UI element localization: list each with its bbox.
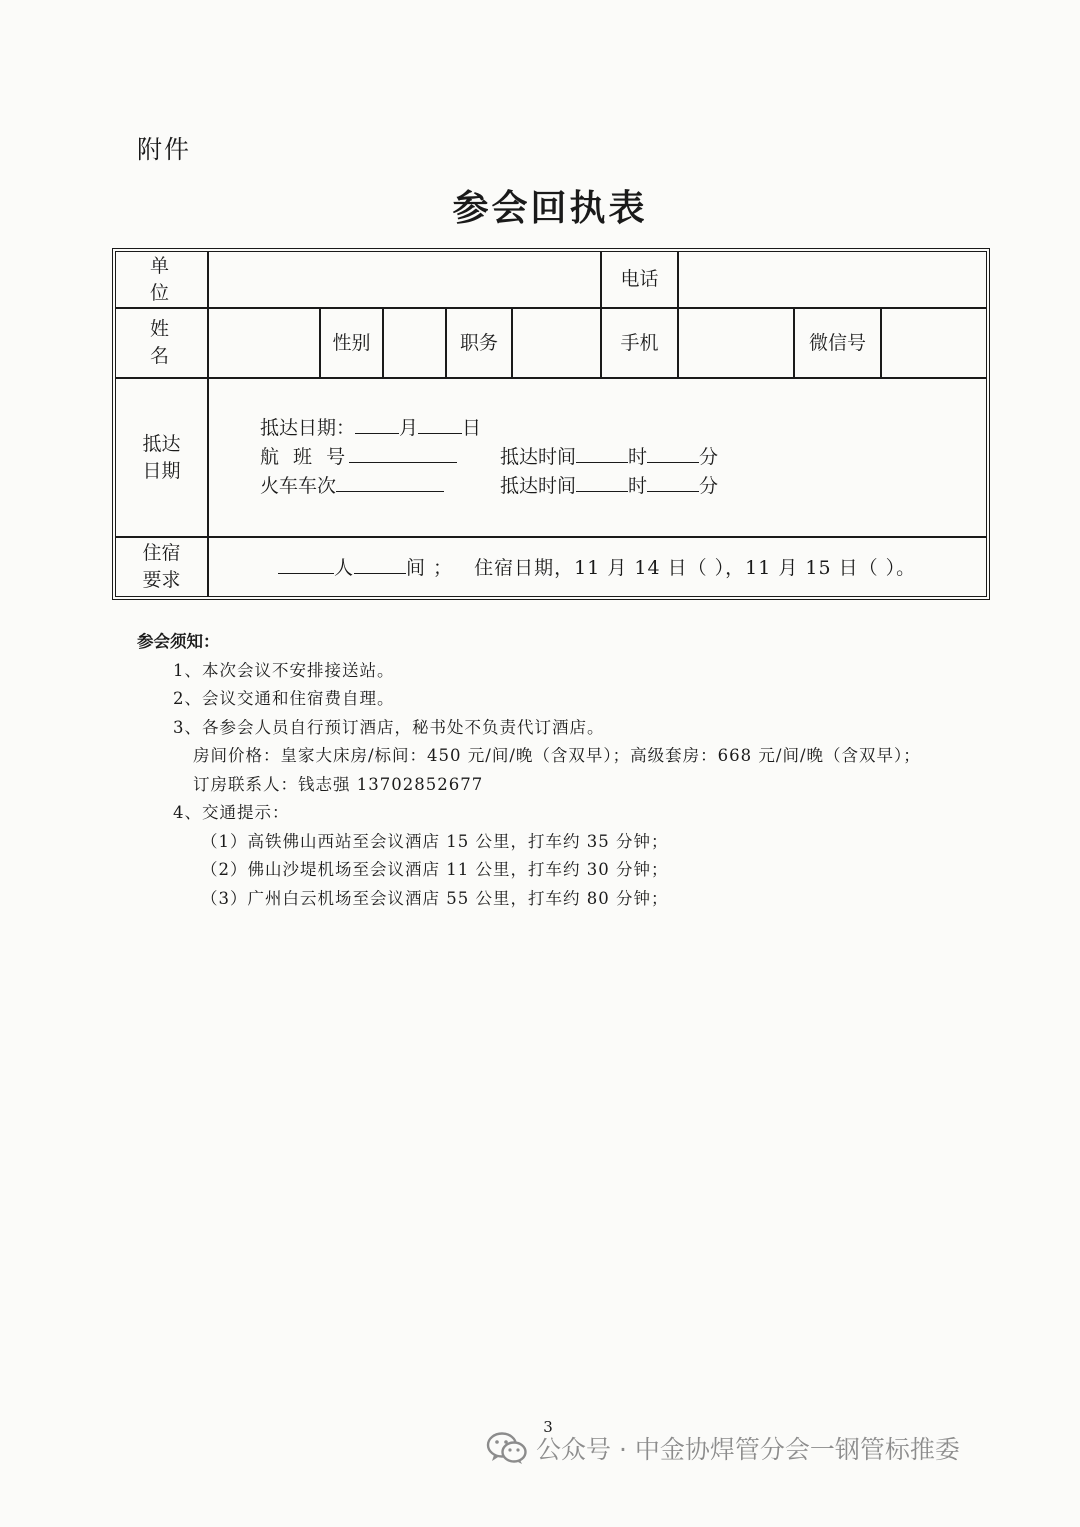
notice-item: 1、本次会议不安排接送站。 bbox=[173, 660, 395, 680]
traffic-title: 4、交通提示： bbox=[173, 803, 290, 822]
flight-hour-label: 时 bbox=[628, 446, 648, 468]
wechat-label: 微信号 bbox=[808, 331, 866, 354]
day-blank[interactable] bbox=[418, 414, 462, 434]
arrival-date-row bbox=[260, 414, 481, 443]
room-price: 房间价格：皇家大床房/标间：450 元/间/晚（含双早）；高级套房：668 元/间/晚（含双早）； bbox=[193, 746, 921, 765]
unit-field[interactable] bbox=[209, 252, 599, 307]
month-blank[interactable] bbox=[355, 414, 399, 434]
person-label: 人 bbox=[334, 557, 355, 579]
flight-hour-blank[interactable] bbox=[576, 443, 628, 463]
phone-field[interactable] bbox=[679, 252, 984, 307]
receipt-form bbox=[112, 248, 990, 600]
train-row bbox=[260, 472, 719, 501]
flight-label: 航 班 号 bbox=[260, 446, 350, 468]
traffic-item: （1）高铁佛山西站至会议酒店 15 公里，打车约 35 分钟； bbox=[201, 831, 669, 851]
flight-arrive-time-label: 抵达时间 bbox=[500, 446, 577, 468]
month-label: 月 bbox=[399, 417, 419, 439]
booking-contact: 订房联系人：钱志强 13702852677 bbox=[193, 774, 484, 794]
notice-section bbox=[137, 628, 921, 913]
train-minute-blank[interactable] bbox=[647, 472, 699, 492]
phone-label: 电话 bbox=[620, 268, 659, 290]
name-label: 姓名 bbox=[149, 318, 191, 367]
gender-field[interactable] bbox=[384, 309, 445, 377]
person-blank[interactable] bbox=[278, 554, 334, 574]
flight-row bbox=[260, 443, 719, 472]
train-minute-label: 分 bbox=[699, 475, 719, 497]
traffic-item: （3）广州白云机场至会议酒店 55 公里，打车约 80 分钟； bbox=[201, 888, 669, 908]
arrival-date-prefix: 抵达日期： bbox=[260, 417, 356, 439]
room-label: 间 ； bbox=[406, 557, 454, 579]
traffic-item: （2）佛山沙堤机场至会议酒店 11 公里，打车约 30 分钟； bbox=[201, 860, 669, 879]
mobile-label: 手机 bbox=[620, 331, 659, 354]
room-blank[interactable] bbox=[354, 554, 406, 574]
notice-item: 2、会议交通和住宿费自理。 bbox=[173, 689, 395, 708]
arrival-label: 抵达 日期 bbox=[142, 432, 181, 482]
train-hour-blank[interactable] bbox=[576, 472, 628, 492]
position-field[interactable] bbox=[513, 309, 600, 377]
lodging-dates: 住宿日期，11 月 14 日（ ），11 月 15 日（ ）。 bbox=[474, 557, 917, 579]
train-hour-label: 时 bbox=[628, 475, 648, 497]
flight-blank[interactable] bbox=[349, 443, 457, 463]
train-label: 火车车次 bbox=[260, 475, 337, 497]
watermark-text: 公众号 · 中金协焊管分会一钢管标推委 bbox=[536, 1435, 960, 1464]
notice-title: 参会须知： bbox=[137, 632, 220, 651]
lodging-row bbox=[278, 553, 916, 580]
attachment-label: 附件 bbox=[137, 135, 192, 164]
gender-label: 性别 bbox=[332, 331, 371, 354]
watermark bbox=[486, 1430, 960, 1466]
page-number: 3 bbox=[543, 1418, 553, 1436]
mobile-field[interactable] bbox=[679, 309, 793, 377]
train-blank[interactable] bbox=[336, 472, 444, 492]
notice-item: 3、各参会人员自行预订酒店，秘书处不负责代订酒店。 bbox=[173, 717, 605, 737]
name-field[interactable] bbox=[209, 309, 319, 377]
position-label: 职务 bbox=[459, 331, 498, 354]
page-title: 参会回执表 bbox=[452, 188, 648, 229]
day-label: 日 bbox=[462, 417, 482, 439]
train-arrive-time-label: 抵达时间 bbox=[500, 475, 577, 497]
flight-minute-label: 分 bbox=[699, 446, 719, 468]
unit-label: 单位 bbox=[149, 254, 191, 304]
wechat-field[interactable] bbox=[882, 309, 984, 377]
flight-minute-blank[interactable] bbox=[647, 443, 699, 463]
wechat-icon bbox=[486, 1431, 528, 1465]
lodging-label: 住宿 要求 bbox=[142, 542, 181, 591]
arrival-block bbox=[260, 414, 719, 501]
